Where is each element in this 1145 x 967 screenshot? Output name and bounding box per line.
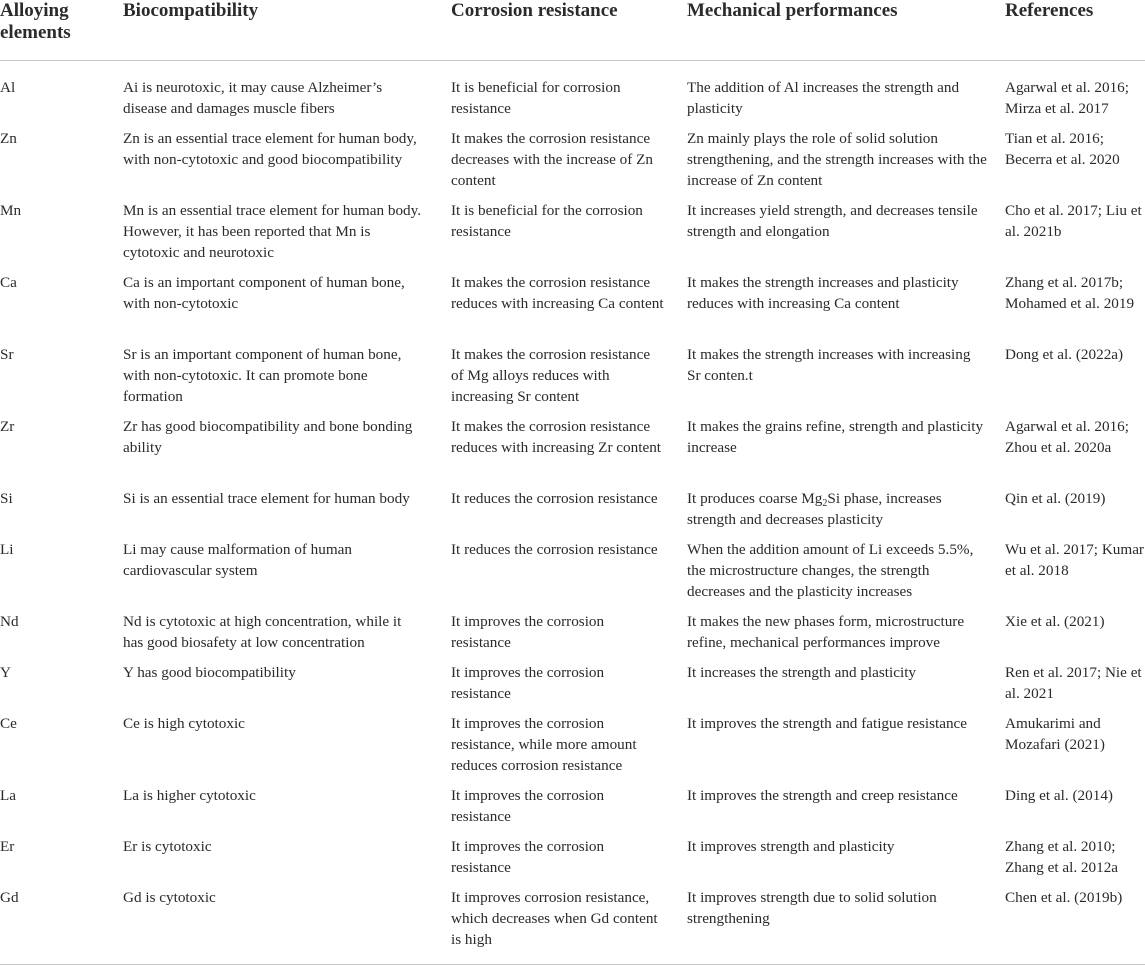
cell-mechanical: It improves the strength and creep resistance (687, 787, 958, 804)
cell-mechanical: It makes the strength increases and plasticity reduces with increasing Ca content (687, 274, 959, 312)
cell-corrosion: It makes the corrosion resistance decreases with the increase of Zn content (451, 130, 653, 189)
header-divider (0, 60, 1145, 61)
cell-corrosion: It makes the corrosion resistance reduces with increasing Ca content (451, 274, 664, 312)
cell-references: Wu et al. 2017; Kumar et al. 2018 (1005, 541, 1144, 579)
cell-mechanical: It makes the new phases form, microstructure refine, mechanical performances improve (687, 613, 965, 651)
table-bottom-rule (0, 964, 1145, 965)
header-mechanical-performances: Mechanical performances (687, 0, 898, 21)
subscript-digit: 2 (822, 498, 828, 509)
cell-references: Ding et al. (2014) (1005, 787, 1113, 804)
cell-mechanical: When the addition amount of Li exceeds 5.5%, the microstructure changes, the strength decreases and the plasticity increases (687, 541, 974, 600)
cell-element: Er (0, 838, 15, 855)
header-alloying-elements: Alloying elements (0, 0, 71, 43)
cell-references: Qin et al. (2019) (1005, 490, 1106, 507)
cell-biocompatibility: Er is cytotoxic (123, 838, 212, 855)
cell-mechanical: Zn mainly plays the role of solid solution strengthening, and the strength increases with the increase of Zn content (687, 130, 987, 189)
cell-references: Amukarimi and Mozafari (2021) (1005, 715, 1105, 753)
header-biocompatibility: Biocompatibility (123, 0, 259, 21)
cell-biocompatibility: Li may cause malformation of human cardiovascular system (123, 541, 353, 579)
cell-corrosion: It improves the corrosion resistance (451, 787, 605, 825)
cell-biocompatibility: Y has good biocompatibility (123, 664, 296, 681)
table-header (0, 0, 1145, 60)
cell-references: Ren et al. 2017; Nie et al. 2021 (1005, 664, 1142, 702)
cell-biocompatibility: La is higher cytotoxic (123, 787, 256, 804)
cell-biocompatibility: Ca is an important component of human bone, with non-cytotoxic (123, 274, 405, 312)
cell-biocompatibility: Gd is cytotoxic (123, 889, 216, 906)
cell-element: La (0, 787, 17, 804)
cell-element: Gd (0, 889, 19, 906)
cell-corrosion: It improves the corrosion resistance (451, 664, 605, 702)
cell-corrosion: It improves the corrosion resistance, while more amount reduces corrosion resistance (451, 715, 637, 774)
cell-biocompatibility: Si is an essential trace element for human body (123, 490, 410, 507)
cell-corrosion: It makes the corrosion resistance reduces with increasing Zr content (451, 418, 662, 456)
cell-references: Chen et al. (2019b) (1005, 889, 1123, 906)
mechanical-text-part: It produces coarse Mg (687, 490, 823, 507)
cell-element: Ce (0, 715, 17, 732)
cell-element: Li (0, 541, 14, 558)
cell-references: Cho et al. 2017; Liu et al. 2021b (1005, 202, 1142, 240)
cell-mechanical: It improves strength and plasticity (687, 838, 895, 855)
cell-element: Si (0, 490, 13, 507)
cell-biocompatibility: Ce is high cytotoxic (123, 715, 245, 732)
header-references: References (1005, 0, 1094, 21)
cell-biocompatibility: Sr is an important component of human bone, with non-cytotoxic. It can promote bone formation (123, 346, 402, 405)
cell-mechanical: It improves the strength and fatigue resistance (687, 715, 968, 732)
cell-biocompatibility: Nd is cytotoxic at high concentration, while it has good biosafety at low concentration (123, 613, 402, 651)
cell-corrosion: It reduces the corrosion resistance (451, 490, 658, 507)
cell-references: Tian et al. 2016; Becerra et al. 2020 (1005, 130, 1120, 168)
cell-mechanical: It improves strength due to solid solution strengthening (687, 889, 937, 927)
cell-references: Agarwal et al. 2016; Mirza et al. 2017 (1005, 79, 1129, 117)
cell-corrosion: It improves corrosion resistance, which decreases when Gd content is high (451, 889, 658, 948)
cell-element: Ca (0, 274, 17, 291)
cell-element: Sr (0, 346, 14, 363)
header-corrosion-resistance: Corrosion resistance (451, 0, 618, 21)
cell-mechanical: It increases yield strength, and decreases tensile strength and elongation (687, 202, 978, 240)
cell-corrosion: It is beneficial for the corrosion resistance (451, 202, 643, 240)
cell-mechanical: It makes the strength increases with increasing Sr conten.t (687, 346, 971, 384)
cell-references: Agarwal et al. 2016; Zhou et al. 2020a (1005, 418, 1129, 456)
cell-element: Y (0, 664, 11, 681)
cell-mechanical (687, 488, 987, 530)
cell-biocompatibility: Mn is an essential trace element for human body. However, it has been reported that Mn is cytotoxic and neurotoxic (123, 202, 422, 261)
cell-corrosion: It improves the corrosion resistance (451, 838, 605, 876)
cell-references: Xie et al. (2021) (1005, 613, 1105, 630)
cell-corrosion: It improves the corrosion resistance (451, 613, 605, 651)
cell-element: Mn (0, 202, 22, 219)
cell-mechanical: It increases the strength and plasticity (687, 664, 917, 681)
cell-mechanical: The addition of Al increases the strength and plasticity (687, 79, 960, 117)
cell-corrosion: It is beneficial for corrosion resistance (451, 79, 621, 117)
cell-mechanical: It makes the grains refine, strength and plasticity increase (687, 418, 984, 456)
cell-corrosion: It reduces the corrosion resistance (451, 541, 658, 558)
cell-biocompatibility: Zn is an essential trace element for human body, with non-cytotoxic and good biocompatibility (123, 130, 417, 168)
cell-element: Zn (0, 130, 17, 147)
cell-element: Al (0, 79, 16, 96)
cell-references: Zhang et al. 2010; Zhang et al. 2012a (1005, 838, 1119, 876)
cell-element: Nd (0, 613, 19, 630)
cell-references: Zhang et al. 2017b; Mohamed et al. 2019 (1005, 274, 1135, 312)
cell-biocompatibility: Zr has good biocompatibility and bone bonding ability (123, 418, 413, 456)
cell-corrosion: It makes the corrosion resistance of Mg alloys reduces with increasing Sr content (451, 346, 651, 405)
cell-references: Dong et al. (2022a) (1005, 346, 1124, 363)
cell-element: Zr (0, 418, 15, 435)
cell-biocompatibility: Ai is neurotoxic, it may cause Alzheimer’s disease and damages muscle fibers (123, 79, 383, 117)
mechanical-text-part: Si phase, increases strength and decreases plasticity (687, 490, 942, 528)
